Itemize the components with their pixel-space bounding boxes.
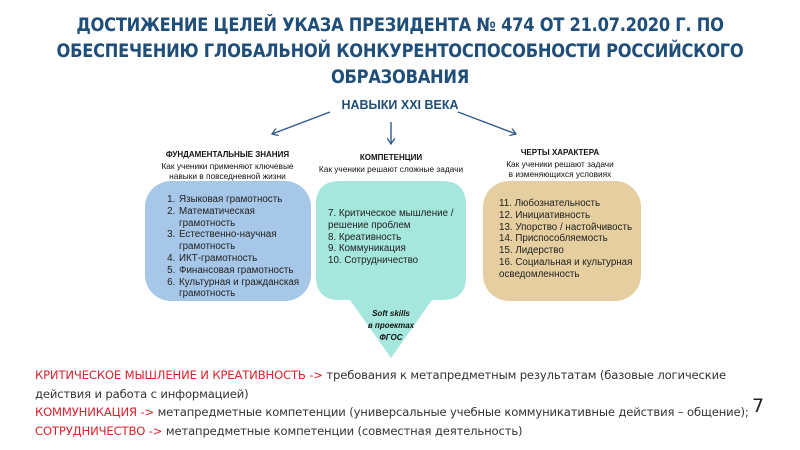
note-communication (35, 403, 780, 422)
fundamental-knowledge-subtitle-1: Как ученики применяют ключевые (161, 160, 294, 171)
list-item: 14. Приспособляемость (499, 233, 608, 245)
list-item: 8. Креативность (328, 231, 402, 243)
callout-line: ФГОС (379, 333, 403, 342)
character-traits-subtitle-1: Как ученики решают задачи (506, 158, 614, 169)
callout-line: Soft skills (372, 309, 410, 318)
skills-heading: НАВЫКИ XXI ВЕКА (341, 98, 459, 112)
list-item: 10. Сотрудничество (328, 255, 419, 267)
list-item: 7. Критическое мышление / решение проблем (328, 208, 454, 231)
note-text: метапредметные компетенции (совместная деятельность) (162, 423, 523, 438)
note-text: требования к метапредметным результатам (базовые логические действия и работа с информацией) (35, 368, 726, 401)
arrow-left-icon (272, 112, 330, 134)
note-collaboration (35, 422, 780, 441)
fundamental-knowledge-header (140, 150, 315, 182)
list-item: 2. Математическая грамотность (178, 206, 301, 230)
list-item: 3. Естественно-научная грамотность (178, 229, 301, 253)
arrow-right-icon (458, 112, 516, 134)
list-item: 4. ИКТ-грамотность (178, 253, 301, 265)
list-item: 15. Лидерство (499, 245, 564, 257)
list-item: 9. Коммуникация (328, 243, 406, 255)
note-key: КОММУНИКАЦИЯ -> (35, 405, 155, 419)
competencies-list (328, 208, 468, 267)
note-text: метапредметные компетенции (универсальные учебные коммуникативные действия – общение); (154, 405, 749, 419)
callout-line: в проектах (367, 321, 415, 330)
notes-section (35, 366, 780, 440)
competencies-title: КОМПЕТЕНЦИИ (359, 153, 423, 162)
fundamental-knowledge-subtitle-2: навыки в повседневной жизни (169, 171, 286, 181)
fundamental-knowledge-title: ФУНДАМЕНТАЛЬНЫЕ ЗНАНИЯ (165, 150, 290, 159)
title-line-3: ОБРАЗОВАНИЯ (330, 67, 470, 88)
character-traits-box (483, 181, 641, 301)
list-item: 5. Финансовая грамотность (178, 265, 301, 277)
list-item: 13. Упорство / настойчивость (499, 221, 633, 233)
fundamental-knowledge-box (145, 181, 311, 301)
soft-skills-callout (341, 308, 441, 344)
character-traits-title: ЧЕРТЫ ХАРАКТЕРА (520, 148, 600, 157)
character-traits-subtitle-2: в изменяющихся условиях (508, 169, 612, 179)
list-item: 12. Инициативность (499, 209, 591, 221)
fundamental-knowledge-list (165, 194, 301, 300)
list-item: 1. Языковая грамотность (178, 194, 301, 206)
title-line-2: ОБЕСПЕЧЕНИЮ ГЛОБАЛЬНОЙ КОНКУРЕНТОСПОСОБНОСТИ РОССИЙСКОГО (56, 41, 744, 62)
title-line-1: ДОСТИЖЕНИЕ ЦЕЛЕЙ УКАЗА ПРЕЗИДЕНТА № 474 ОТ 21.07.2020 Г. ПО (76, 15, 724, 36)
note-critical-thinking (35, 366, 780, 403)
list-item: 16. Социальная и культурная осведомленность (499, 256, 633, 280)
page-number: 7 (752, 395, 765, 417)
competencies-subtitle: Как ученики решают сложные задачи (318, 163, 464, 174)
list-item: 11. Любознательность (499, 198, 601, 209)
note-key: КРИТИЧЕСКОЕ МЫШЛЕНИЕ И КРЕАТИВНОСТЬ -> (35, 368, 323, 382)
competencies-header (300, 153, 482, 174)
note-key: СОТРУДНИЧЕСТВО -> (35, 423, 163, 438)
character-traits-header (470, 148, 650, 180)
list-item: 6. Культурная и гражданская грамотность (178, 277, 301, 301)
